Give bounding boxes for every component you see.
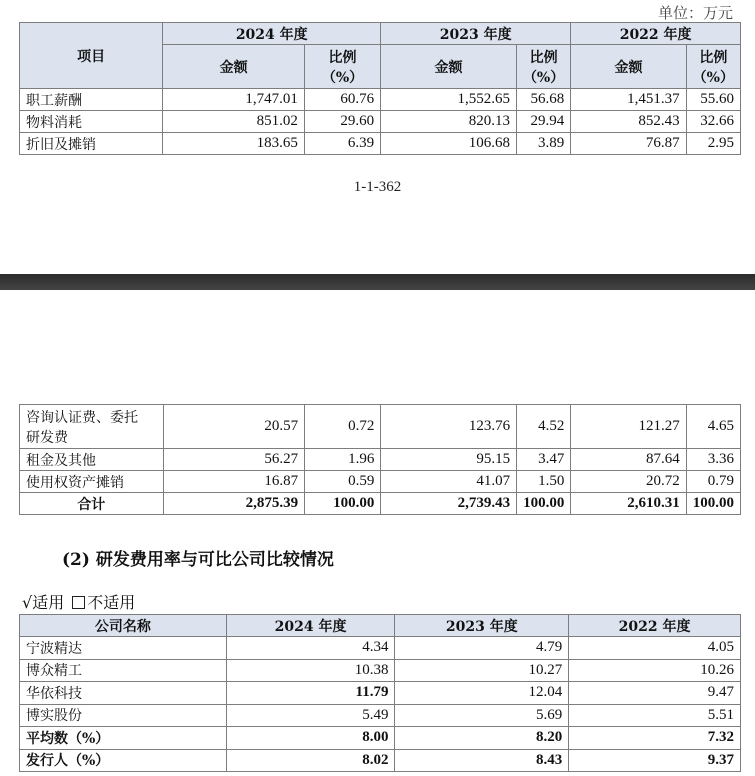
- cell: 1.96: [305, 449, 381, 471]
- cell: 7.32: [569, 727, 741, 750]
- amount-header: 金额: [163, 45, 305, 89]
- cell: 100.00: [305, 493, 381, 515]
- table-row: [20, 704, 741, 727]
- table-row: [20, 659, 741, 682]
- cell: 56.68: [516, 89, 570, 111]
- cell: 4.79: [395, 637, 569, 660]
- year-header: 2024 年度: [163, 23, 381, 45]
- cell: 41.07: [381, 471, 517, 493]
- table-row: [20, 133, 741, 155]
- year-header: 2024 年度: [226, 615, 395, 637]
- cell: 32.66: [686, 111, 740, 133]
- item-header: 项目: [20, 23, 163, 89]
- average-row: [20, 727, 741, 750]
- row-label: 职工薪酬: [20, 89, 163, 111]
- page-number: 1-1-362: [353, 179, 402, 195]
- year-header: 2023 年度: [381, 23, 571, 45]
- cell: 852.43: [571, 111, 686, 133]
- cell: 16.87: [163, 471, 305, 493]
- table-row: [20, 111, 741, 133]
- year-header: 2022 年度: [571, 23, 741, 45]
- cell: 0.72: [305, 405, 381, 449]
- cell: 4.65: [686, 405, 740, 449]
- cell: 851.02: [163, 111, 305, 133]
- applicability-options: [22, 590, 135, 613]
- cell: 2,739.43: [381, 493, 517, 515]
- amount-header: 金额: [571, 45, 686, 89]
- row-label: 物料消耗: [20, 111, 163, 133]
- cell: 5.51: [569, 704, 741, 727]
- cell: 1.50: [517, 471, 571, 493]
- cell: 2,875.39: [163, 493, 305, 515]
- cell: 55.60: [686, 89, 740, 111]
- table-row: [20, 682, 741, 705]
- cell: 100.00: [686, 493, 740, 515]
- checkbox-icon: [72, 596, 85, 609]
- cell: 76.87: [571, 133, 686, 155]
- cell: 820.13: [381, 111, 517, 133]
- cell: 183.65: [163, 133, 305, 155]
- comparable-company-table: [19, 614, 741, 772]
- cell: 4.52: [517, 405, 571, 449]
- unit-label: 单位：万元: [657, 4, 733, 22]
- row-label: 咨询认证费、委托 研发费: [20, 405, 164, 449]
- row-label: 使用权资产摊销: [20, 471, 164, 493]
- cell: 3.89: [516, 133, 570, 155]
- cell: 8.02: [226, 749, 395, 772]
- table-row: [20, 637, 741, 660]
- table-row: [20, 449, 741, 471]
- cell: 87.64: [571, 449, 686, 471]
- cell: 95.15: [381, 449, 517, 471]
- applicable-option: √适用: [22, 593, 65, 612]
- cell: 0.59: [305, 471, 381, 493]
- row-label: 租金及其他: [20, 449, 164, 471]
- cell: 1,747.01: [163, 89, 305, 111]
- cell: 6.39: [304, 133, 380, 155]
- row-label: 华依科技: [20, 682, 227, 705]
- cell: 3.47: [517, 449, 571, 471]
- cell: 2.95: [686, 133, 740, 155]
- company-header: 公司名称: [20, 615, 227, 637]
- ratio-header: 比例 （%）: [686, 45, 740, 89]
- cell: 106.68: [381, 133, 517, 155]
- row-label: 合计: [20, 493, 164, 515]
- row-label: 折旧及摊销: [20, 133, 163, 155]
- table-row: [20, 405, 741, 449]
- cell: 20.72: [571, 471, 686, 493]
- cell: 56.27: [163, 449, 305, 471]
- not-applicable-option: 不适用: [87, 593, 136, 612]
- table-row: [20, 89, 741, 111]
- cell: 10.27: [395, 659, 569, 682]
- cell: 60.76: [304, 89, 380, 111]
- cell: 0.79: [686, 471, 740, 493]
- cell: 100.00: [517, 493, 571, 515]
- row-label: 平均数（%）: [20, 727, 227, 750]
- cell: 9.37: [569, 749, 741, 772]
- cell: 1,552.65: [381, 89, 517, 111]
- cell: 10.38: [226, 659, 395, 682]
- cell: 4.05: [569, 637, 741, 660]
- cell: 29.94: [516, 111, 570, 133]
- row-label: 博众精工: [20, 659, 227, 682]
- cell: 1,451.37: [571, 89, 686, 111]
- cell: 121.27: [571, 405, 686, 449]
- row-label: 博实股份: [20, 704, 227, 727]
- cell: 8.00: [226, 727, 395, 750]
- cell: 5.49: [226, 704, 395, 727]
- cell: 123.76: [381, 405, 517, 449]
- cell: 20.57: [163, 405, 305, 449]
- cell: 8.20: [395, 727, 569, 750]
- cell: 5.69: [395, 704, 569, 727]
- year-header: 2023 年度: [395, 615, 569, 637]
- rd-expense-table-bottom: [19, 404, 741, 515]
- issuer-row: [20, 749, 741, 772]
- rd-expense-table-top: [19, 22, 741, 155]
- table-row: [20, 471, 741, 493]
- page-divider: [0, 274, 755, 290]
- cell: 2,610.31: [571, 493, 686, 515]
- cell: 9.47: [569, 682, 741, 705]
- ratio-header: 比例 （%）: [304, 45, 380, 89]
- amount-header: 金额: [381, 45, 517, 89]
- year-header: 2022 年度: [569, 615, 741, 637]
- row-label: 宁波精达: [20, 637, 227, 660]
- cell: 3.36: [686, 449, 740, 471]
- cell: 29.60: [304, 111, 380, 133]
- section-title: (2) 研发费用率与可比公司比较情况: [62, 550, 334, 570]
- cell: 10.26: [569, 659, 741, 682]
- cell: 4.34: [226, 637, 395, 660]
- cell: 8.43: [395, 749, 569, 772]
- total-row: [20, 493, 741, 515]
- cell: 11.79: [226, 682, 395, 705]
- ratio-header: 比例 （%）: [516, 45, 570, 89]
- cell: 12.04: [395, 682, 569, 705]
- row-label: 发行人（%）: [20, 749, 227, 772]
